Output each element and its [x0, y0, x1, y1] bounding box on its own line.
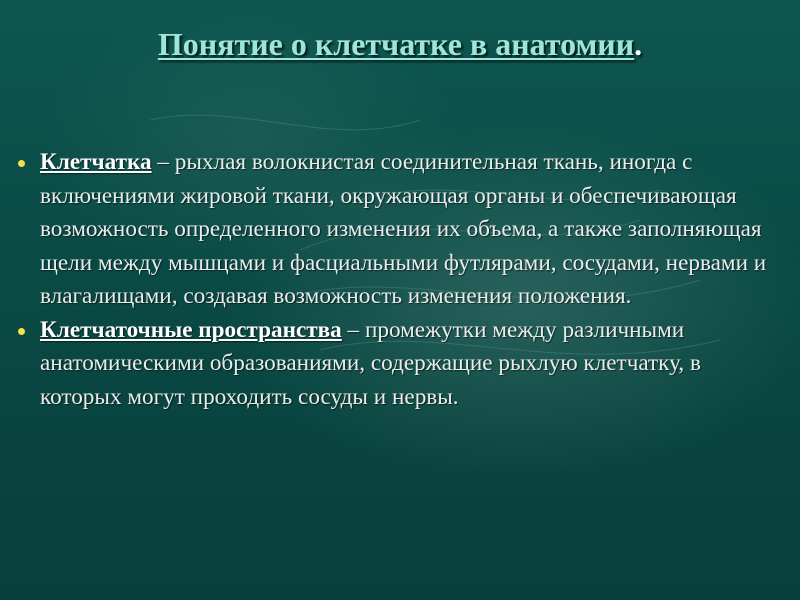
slide-title — [0, 26, 800, 63]
bullet-dot-icon — [18, 328, 25, 335]
bullet-definition: – промежутки между различными анатомическими образованиями, содержащие рыхлую клетчатку, в которых могут проходить сосуды и нервы. — [40, 316, 701, 410]
bullet-dot-icon — [18, 160, 25, 167]
bullet-definition: – рыхлая волокнистая соединительная ткань, иногда с включениями жировой ткани, окружающая органы и обеспечивающая возможность определенного изменения их объема, а также заполняющая щели между мышцами и фасциальными футлярами, сосудами, нервами и влагалищами, создавая возможность изменения положения. — [40, 149, 767, 309]
slide-title-period: . — [634, 26, 643, 62]
bullet-item — [16, 146, 788, 314]
bullet-term: Клетчаточные пространства — [40, 316, 342, 343]
bullet-item — [16, 314, 788, 415]
slide-content — [16, 146, 788, 414]
slide-title-text: Понятие о клетчатке в анатомии — [157, 26, 635, 62]
bullet-term: Клетчатка — [40, 149, 152, 175]
